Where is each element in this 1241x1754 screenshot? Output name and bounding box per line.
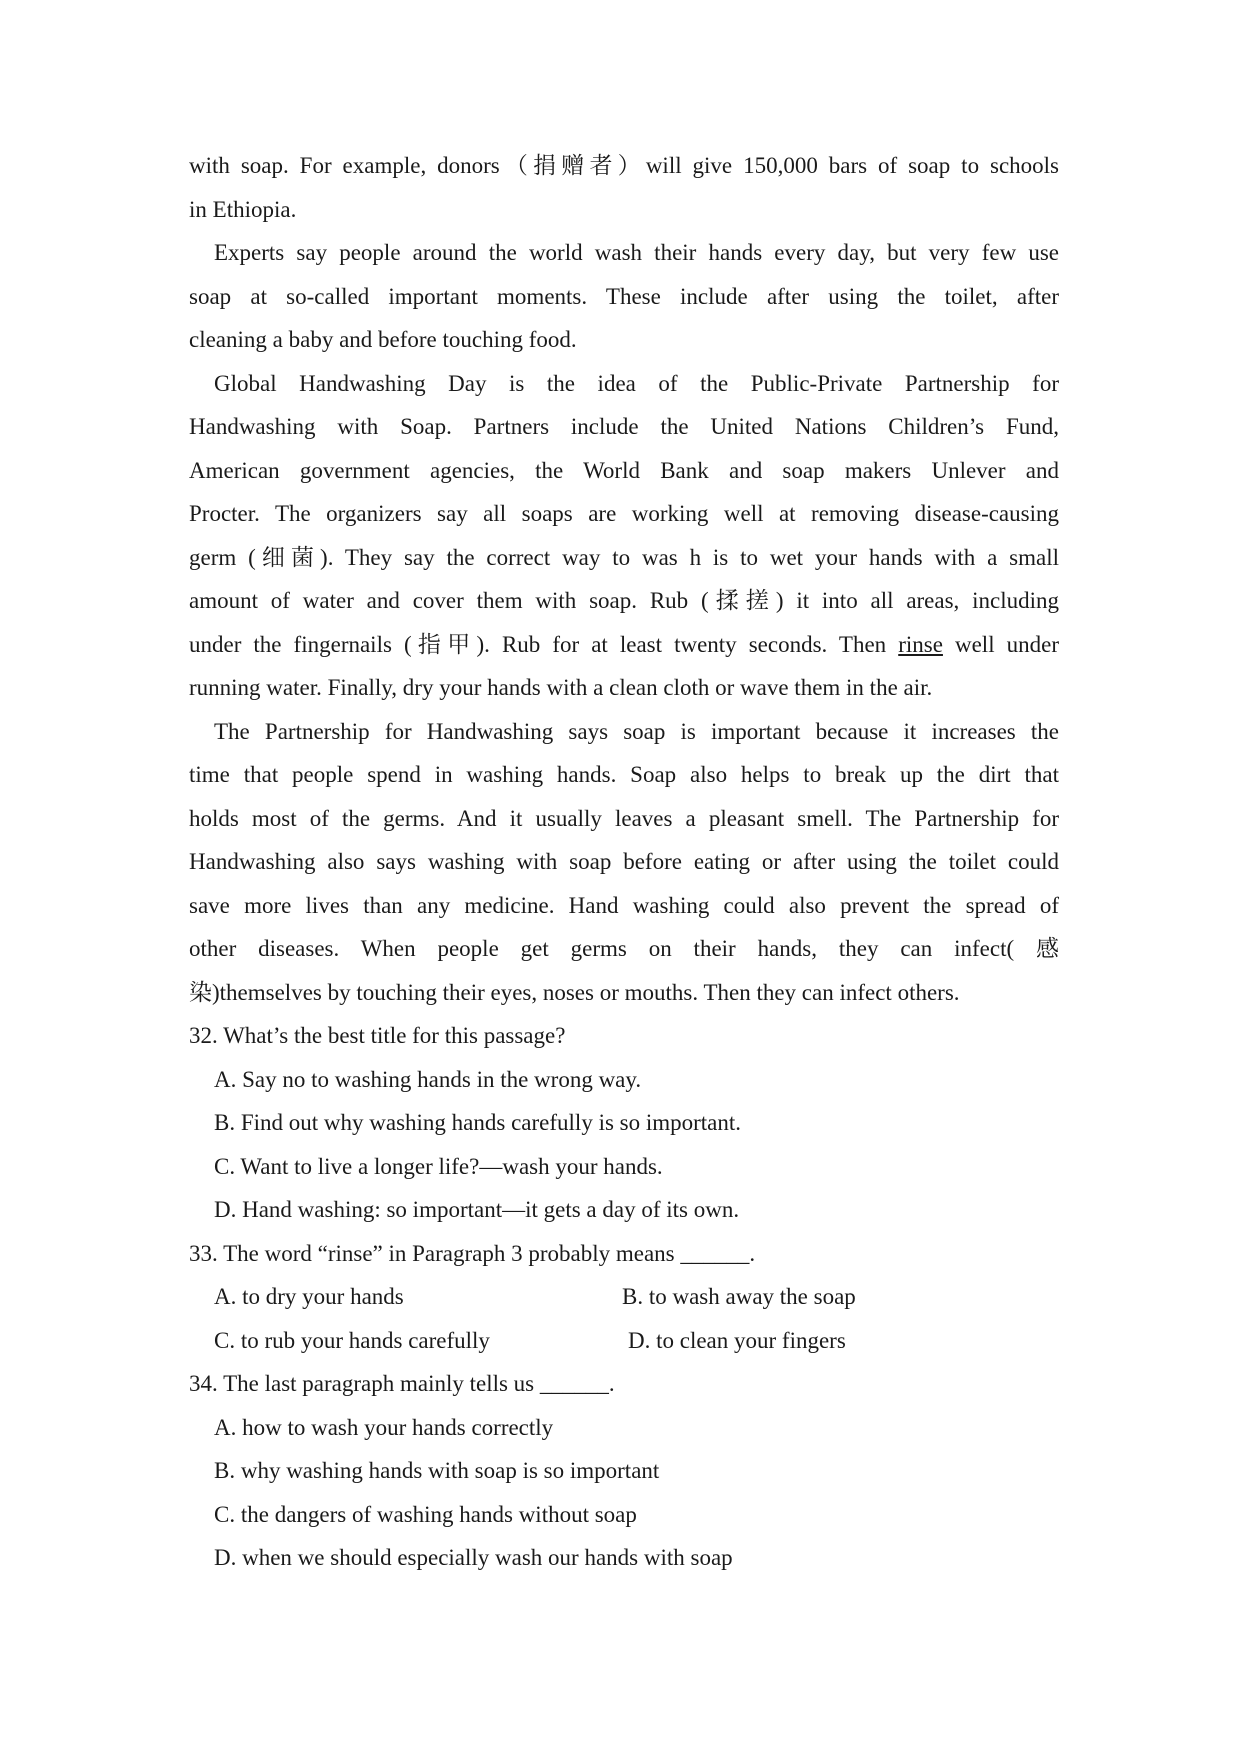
option-a: A. Say no to washing hands in the wrong way. bbox=[214, 1066, 642, 1092]
question-stem: 34. The last paragraph mainly tells us ______. bbox=[189, 1371, 615, 1396]
option-b: B. Find out why washing hands carefully is so important. bbox=[214, 1110, 742, 1135]
text-line: other diseases. When people get germs on their hands, they can infect( 感 bbox=[189, 936, 1059, 961]
underlined-word-rinse: rinse bbox=[898, 631, 943, 657]
paragraph-partnership bbox=[189, 710, 1059, 1015]
paragraph-intro-continued bbox=[189, 144, 1059, 231]
text-segment: well under bbox=[942, 631, 1059, 657]
option-c: C. the dangers of washing hands without soap bbox=[214, 1501, 637, 1527]
question-stem: 32. What’s the best title for this passage? bbox=[189, 1023, 566, 1048]
text-line: Handwashing with Soap. Partners include the United Nations Children’s Fund, bbox=[189, 414, 1059, 439]
text-line: in Ethiopia. bbox=[189, 196, 297, 222]
option-d: D. to clean your fingers bbox=[628, 1327, 846, 1353]
text-segment: under the fingernails (指甲). Rub for at least twenty seconds. Then bbox=[189, 631, 899, 657]
question-34 bbox=[189, 1362, 1059, 1580]
option-b: B. why washing hands with soap is so important bbox=[214, 1458, 660, 1483]
text-line: germ (细菌). They say the correct way to was h is to wet your hands with a small bbox=[189, 544, 1059, 570]
text-line: running water. Finally, dry your hands with a clean cloth or wave them in the air. bbox=[189, 675, 933, 700]
option-row bbox=[189, 1275, 1059, 1319]
text-line: American government agencies, the World Bank and soap makers Unlever and bbox=[189, 457, 1059, 483]
option-a: A. how to wash your hands correctly bbox=[214, 1414, 554, 1440]
text-line: with soap. For example, donors（捐赠者）will give 150,000 bars of soap to schools bbox=[189, 153, 1059, 178]
paragraph-global-handwashing-day bbox=[189, 362, 1059, 710]
question-33 bbox=[189, 1232, 1059, 1363]
paragraph-experts bbox=[189, 231, 1059, 362]
option-b: B. to wash away the soap bbox=[622, 1284, 856, 1309]
text-line: 染)themselves by touching their eyes, noses or mouths. Then they can infect others. bbox=[189, 979, 960, 1005]
option-row bbox=[189, 1319, 1059, 1363]
option-a: A. to dry your hands bbox=[214, 1284, 404, 1309]
option-d: D. Hand washing: so important—it gets a day of its own. bbox=[214, 1197, 740, 1222]
text-line: The Partnership for Handwashing says soap is important because it increases the bbox=[214, 718, 1059, 744]
option-c: C. to rub your hands carefully bbox=[214, 1327, 490, 1353]
text-line: Experts say people around the world wash their hands every day, but very few use bbox=[214, 240, 1059, 265]
text-line: Procter. The organizers say all soaps are working well at removing disease-causing bbox=[189, 501, 1059, 526]
text-line: soap at so-called important moments. These include after using the toilet, after bbox=[189, 283, 1059, 309]
question-32 bbox=[189, 1014, 1059, 1232]
text-line: holds most of the germs. And it usually leaves a pleasant smell. The Partnership for bbox=[189, 805, 1059, 831]
option-c: C. Want to live a longer life?—wash your hands. bbox=[214, 1153, 663, 1179]
option-d: D. when we should especially wash our hands with soap bbox=[214, 1545, 733, 1570]
text-line: Global Handwashing Day is the idea of the Public-Private Partnership for bbox=[214, 370, 1059, 396]
document-page bbox=[189, 144, 1059, 1580]
text-line: Handwashing also says washing with soap before eating or after using the toilet could bbox=[189, 849, 1059, 874]
question-stem: 33. The word “rinse” in Paragraph 3 probably means ______. bbox=[189, 1240, 756, 1266]
text-line: amount of water and cover them with soap. Rub (揉搓) it into all areas, including bbox=[189, 588, 1059, 613]
text-line: cleaning a baby and before touching food. bbox=[189, 327, 577, 352]
text-line-with-rinse bbox=[189, 623, 1059, 667]
text-line: save more lives than any medicine. Hand washing could also prevent the spread of bbox=[189, 892, 1059, 918]
text-line: time that people spend in washing hands. Soap also helps to break up the dirt that bbox=[189, 762, 1059, 787]
